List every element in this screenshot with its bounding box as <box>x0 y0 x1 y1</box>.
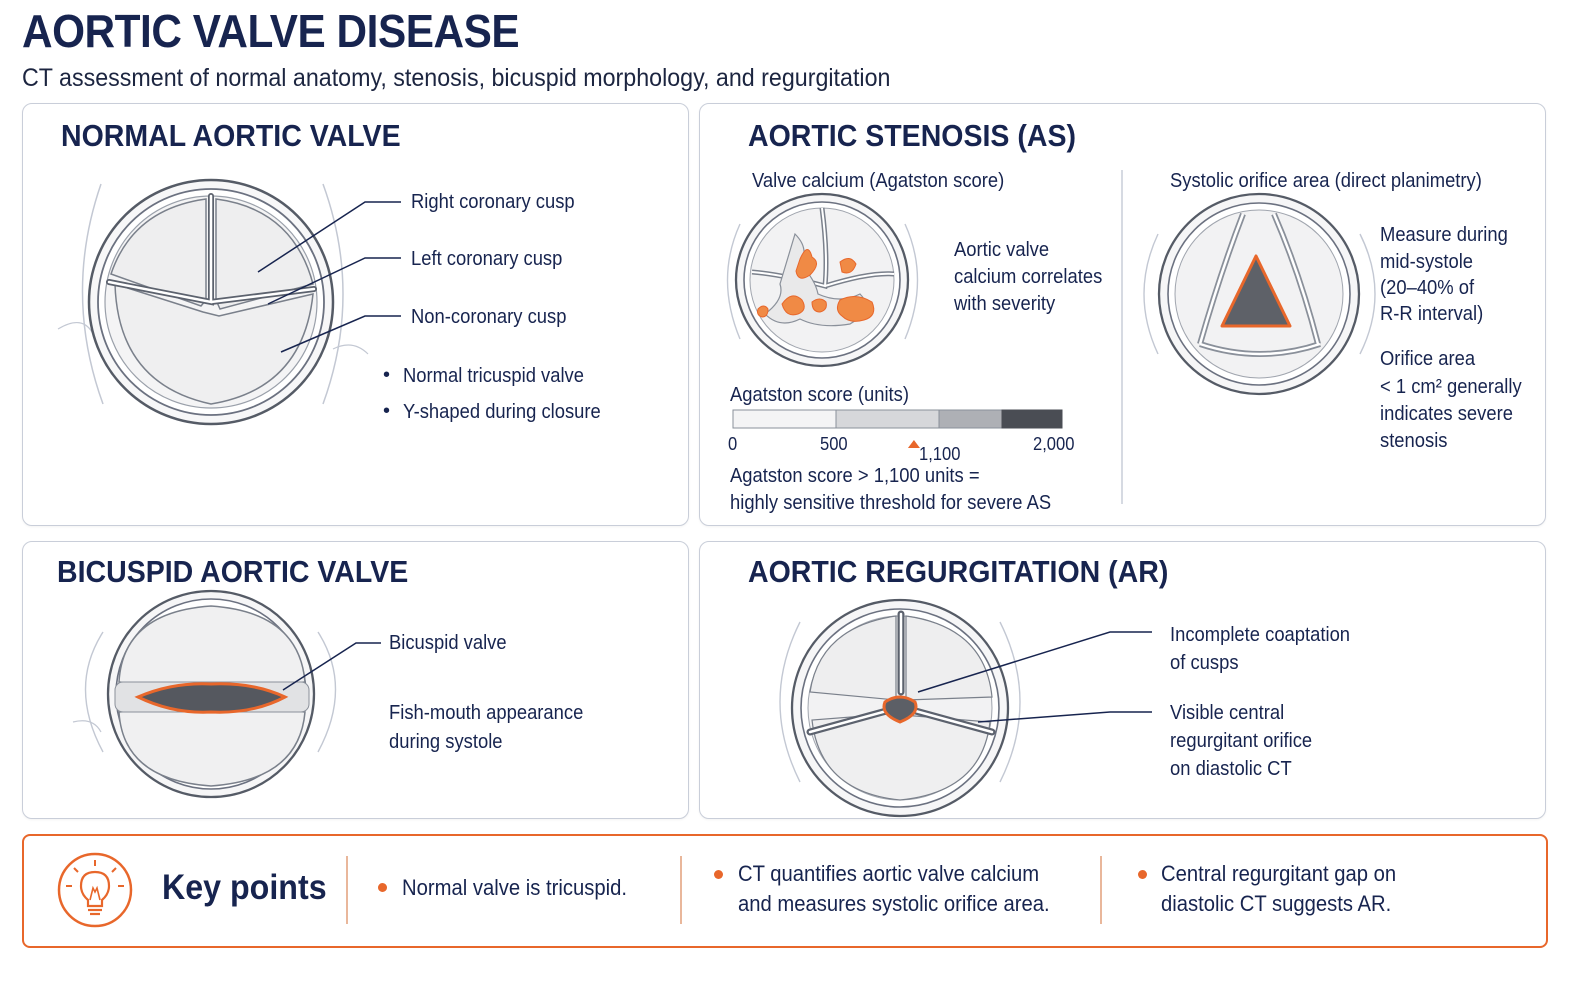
bicuspid-description-line: during systole <box>389 731 503 753</box>
calcium-note-line: with severity <box>954 293 1056 315</box>
bicuspid-title: BICUSPID AORTIC VALVE <box>57 554 409 589</box>
regurgitation-title: AORTIC REGURGITATION (AR) <box>748 554 1169 589</box>
scale-tick-0: 0 <box>728 434 738 454</box>
key-point-bullet <box>1138 870 1147 879</box>
normal-valve-illustration <box>23 104 688 525</box>
bicuspid-valve-illustration <box>23 542 688 818</box>
key-points-title: Key points <box>162 868 327 907</box>
scale-tick-2000: 2,000 <box>1033 434 1075 454</box>
key-point-3: diastolic CT suggests AR. <box>1161 891 1392 916</box>
normal-valve-title: NORMAL AORTIC VALVE <box>61 118 401 153</box>
orifice-note-line: mid-systole <box>1380 251 1474 273</box>
bicuspid-description-line: Fish-mouth appearance <box>389 702 584 724</box>
calcium-heading: Valve calcium (Agatston score) <box>752 170 1005 192</box>
bullet-dot: • <box>383 364 391 386</box>
threshold-note-line: highly sensitive threshold for severe AS <box>730 492 1052 514</box>
bullet-dot: • <box>383 400 391 422</box>
calcium-note-line: Aortic valve <box>954 239 1050 261</box>
scale-segment-mid <box>836 410 939 428</box>
label-bicuspid-valve: Bicuspid valve <box>389 632 507 654</box>
key-point-bullet <box>714 870 723 879</box>
page-subtitle: CT assessment of normal anatomy, stenosis, bicuspid morphology, and regurgitation <box>22 64 891 92</box>
scale-segment-low <box>733 410 836 428</box>
regurgitation-valve-illustration <box>700 542 1545 818</box>
orifice-note-line: Orifice area <box>1380 348 1476 370</box>
label-central-regurgitant-orifice: regurgitant orifice <box>1170 730 1313 752</box>
scale-tick-500: 500 <box>820 434 848 454</box>
page-title: AORTIC VALVE DISEASE <box>22 5 520 57</box>
label-central-regurgitant-orifice: Visible central <box>1170 702 1285 724</box>
stenosis-title: AORTIC STENOSIS (AS) <box>748 118 1076 153</box>
orifice-note-line: R-R interval) <box>1380 303 1484 325</box>
label-incomplete-coaptation: Incomplete coaptation <box>1170 624 1351 646</box>
orifice-note-line: stenosis <box>1380 430 1448 452</box>
key-points-divider <box>346 856 348 924</box>
label-incomplete-coaptation: of cusps <box>1170 652 1239 674</box>
orifice-note-line: (20–40% of <box>1380 277 1475 299</box>
orifice-note-line: Measure during <box>1380 224 1508 246</box>
scale-segment-high <box>939 410 1002 428</box>
orifice-note-line: < 1 cm² generally <box>1380 376 1522 398</box>
key-point-1: Normal valve is tricuspid. <box>402 875 627 900</box>
scale-tick-1100: 1,100 <box>919 444 961 464</box>
key-point-3: Central regurgitant gap on <box>1161 861 1397 886</box>
key-points-divider <box>1100 856 1102 924</box>
label-left-coronary-cusp: Left coronary cusp <box>411 248 563 270</box>
key-point-2: CT quantifies aortic valve calcium <box>738 861 1040 886</box>
regurgitation-panel <box>699 541 1546 819</box>
bullet-y-shaped: Y-shaped during closure <box>403 401 601 423</box>
key-point-bullet <box>378 883 387 892</box>
calcium-note-line: calcium correlates <box>954 266 1103 288</box>
scale-segment-severe <box>1002 410 1062 428</box>
normal-valve-panel <box>22 103 689 526</box>
agatston-scale-heading: Agatston score (units) <box>730 384 909 406</box>
orifice-heading: Systolic orifice area (direct planimetry) <box>1170 170 1482 192</box>
label-right-coronary-cusp: Right coronary cusp <box>411 191 575 213</box>
orifice-note-line: indicates severe <box>1380 403 1513 425</box>
key-points-box <box>22 834 1548 948</box>
key-points-divider <box>680 856 682 924</box>
label-non-coronary-cusp: Non-coronary cusp <box>411 306 567 328</box>
bicuspid-panel <box>22 541 689 819</box>
stenosis-panel <box>699 103 1546 526</box>
lightbulb-icon <box>24 836 144 946</box>
bullet-tricuspid: Normal tricuspid valve <box>403 365 584 387</box>
threshold-note-line: Agatston score > 1,100 units = <box>730 465 980 487</box>
label-central-regurgitant-orifice: on diastolic CT <box>1170 758 1292 780</box>
key-point-2: and measures systolic orifice area. <box>738 891 1050 916</box>
